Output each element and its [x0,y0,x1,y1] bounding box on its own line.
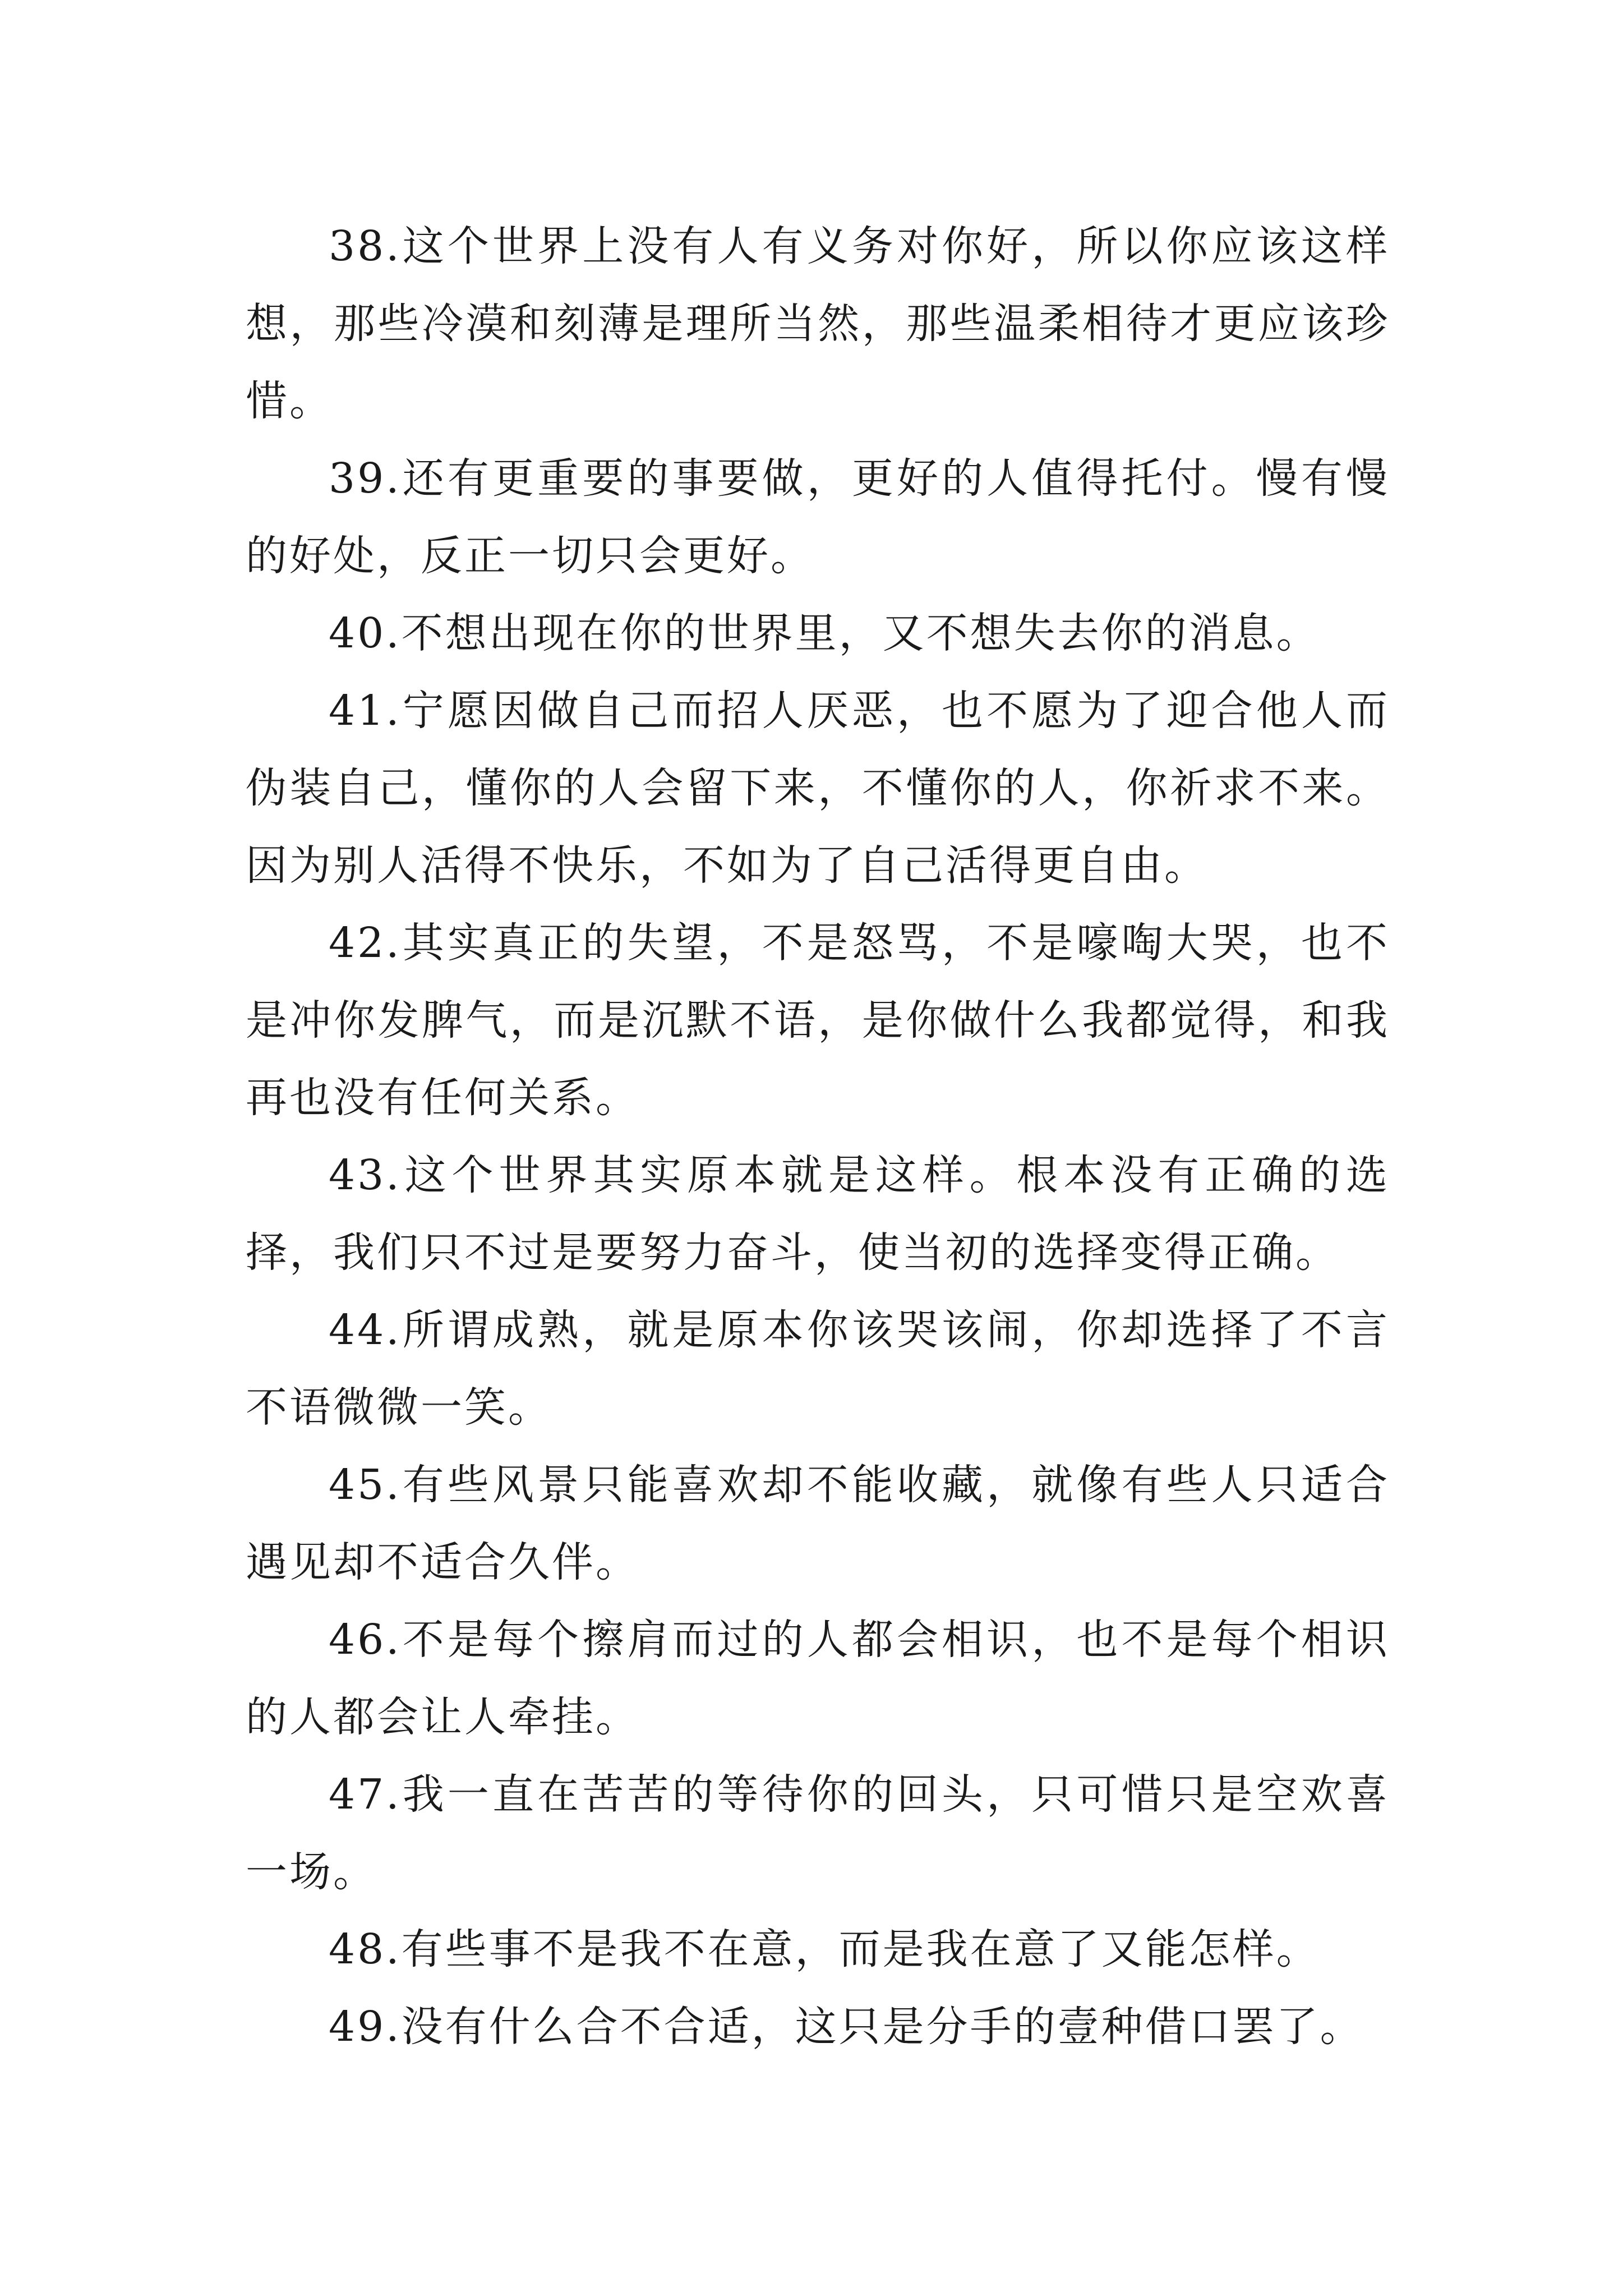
paragraph-43: 43.这个世界其实原本就是这样。根本没有正确的选择，我们只不过是要努力奋斗，使当初的选择变得正确。 [246,1151,1390,1277]
document-body [246,208,1390,2065]
paragraph-44: 44.所谓成熟，就是原本你该哭该闹，你却选择了不言不语微微一笑。 [246,1306,1390,1432]
paragraph-39: 39.还有更重要的事要做，更好的人值得托付。慢有慢的好处，反正一切只会更好。 [246,454,1390,580]
paragraph-45: 45.有些风景只能喜欢却不能收藏，就像有些人只适合遇见却不适合久伴。 [246,1461,1390,1586]
paragraph-46: 46.不是每个擦肩而过的人都会相识，也不是每个相识的人都会让人牵挂。 [246,1616,1390,1741]
paragraph-38: 38.这个世界上没有人有义务对你好，所以你应该这样想，那些冷漠和刻薄是理所当然，那些温柔相待才更应该珍惜。 [246,222,1390,425]
paragraph-40: 40.不想出现在你的世界里，又不想失去你的消息。 [329,609,1320,657]
paragraph-41: 41.宁愿因做自己而招人厌恶，也不愿为了迎合他人而伪装自己，懂你的人会留下来，不懂你的人，你祈求不来。因为别人活得不快乐，不如为了自己活得更自由。 [246,687,1390,890]
paragraph-47: 47.我一直在苦苦的等待你的回头，只可惜只是空欢喜一场。 [246,1770,1390,1896]
paragraph-42: 42.其实真正的失望，不是怒骂，不是嚎啕大哭，也不是冲你发脾气，而是沉默不语，是你做什么我都觉得，和我再也没有任何关系。 [246,919,1390,1122]
paragraph-48: 48.有些事不是我不在意，而是我在意了又能怎样。 [329,1925,1320,1973]
paragraph-49: 49.没有什么合不合适，这只是分手的壹种借口罢了。 [329,2003,1364,2051]
